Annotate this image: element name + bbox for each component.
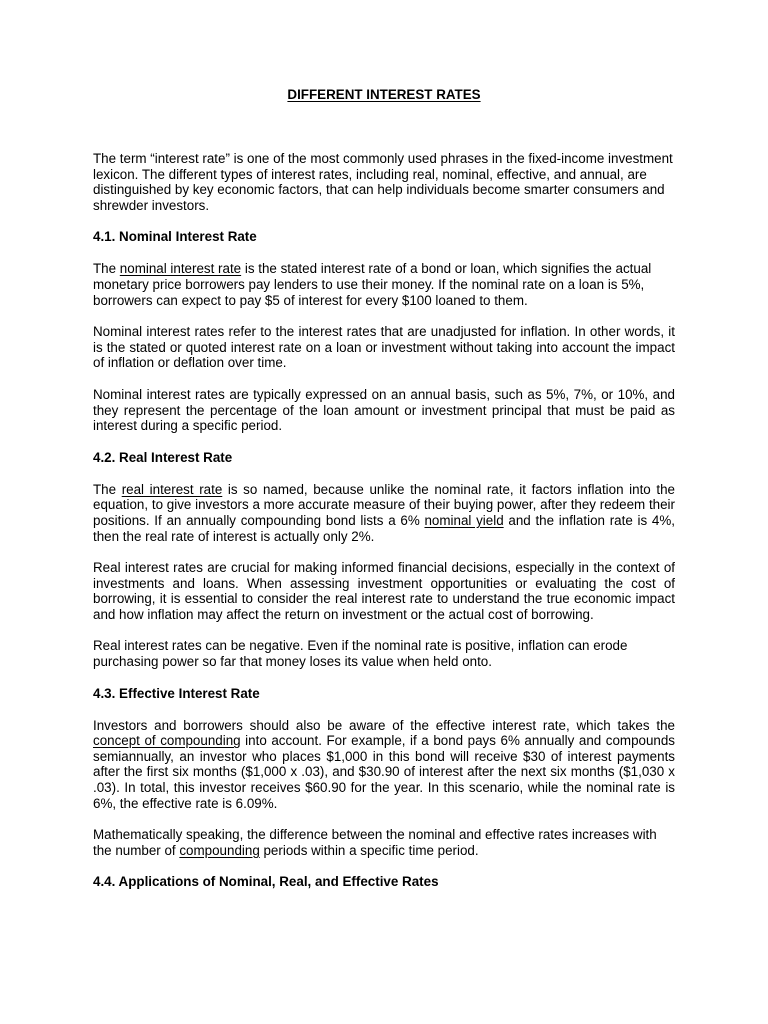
document-title: DIFFERENT INTEREST RATES [287,87,481,102]
intro-paragraph: The term “interest rate” is one of the most commonly used phrases in the fixed-income investment lexicon. The different types of interest rates, including real, nominal, effective, and annual, are distinguished by key economic factors, that can help individuals become smarter consumers and shrewder investors. [93,151,673,213]
nominal-paragraph-1: The nominal interest rate is the stated interest rate of a bond or loan, which signifies the actual monetary price borrowers pay lenders to use their money. If the nominal rate on a loan is 5%, borrowers can expect to pay $5 of interest for every $100 loaned to them. [93,261,652,308]
section-heading-real: 4.2. Real Interest Rate [93,449,233,465]
section-heading-applications: 4.4. Applications of Nominal, Real, and Effective Rates [93,874,439,890]
real-paragraph-2: Real interest rates are crucial for making informed financial decisions, especially in the context of investments and loans. When assessing investment opportunities or evaluating the cost of borrowing, it is essential to consider the real interest rate to understand the true economic impact and how inflation may affect the return on investment or the actual cost of borrowing. [93,560,675,622]
nominal-yield-link[interactable]: nominal yield [424,512,504,528]
effective-paragraph-2: Mathematically speaking, the difference between the nominal and effective rates increases with the number of compounding periods within a specific time period. [93,827,657,858]
real-paragraph-1: The real interest rate is so named, because unlike the nominal rate, it factors inflation into the equation, to give investors a more accurate measure of their buying power, after they redeem their positions. If an annually compounding bond lists a 6% nominal yield and the inflation rate is 4%, then the real rate of interest is actually only 2%. [93,481,675,544]
section-heading-effective: 4.3. Effective Interest Rate [93,685,260,701]
effective-paragraph-1: Investors and borrowers should also be aware of the effective interest rate, which takes the concept of compounding into account. For example, if a bond pays 6% annually and compounds semiannually, an investor who places $1,000 in this bond will receive $30 of interest payments after the first six months ($1,000 x .03), and $30.90 of interest after the next six months ($1,030 x .03). In total, this investor receives $60.90 for the year. In this scenario, while the nominal rate is 6%, the effective rate is 6.09%. [93,717,676,811]
section-heading-nominal: 4.1. Nominal Interest Rate [93,229,257,245]
concept-of-compounding-link[interactable]: concept of compounding [93,733,241,749]
nominal-interest-rate-link[interactable]: nominal interest rate [119,261,242,277]
real-interest-rate-link[interactable]: real interest rate [121,481,223,497]
compounding-link[interactable]: compounding [179,842,260,858]
document-body [93,151,675,890]
nominal-paragraph-2: Nominal interest rates refer to the interest rates that are unadjusted for inflation. In other words, it is the stated or quoted interest rate on a loan or investment without taking into account the impact of inflation or deflation over time. [93,324,675,371]
real-paragraph-3: Real interest rates can be negative. Even if the nominal rate is positive, inflation can erode purchasing power so far that money loses its value when held onto. [93,638,628,670]
nominal-paragraph-3: Nominal interest rates are typically expressed on an annual basis, such as 5%, 7%, or 10%, and they represent the percentage of the loan amount or investment principal that must be paid as interest during a specific period. [93,386,675,434]
